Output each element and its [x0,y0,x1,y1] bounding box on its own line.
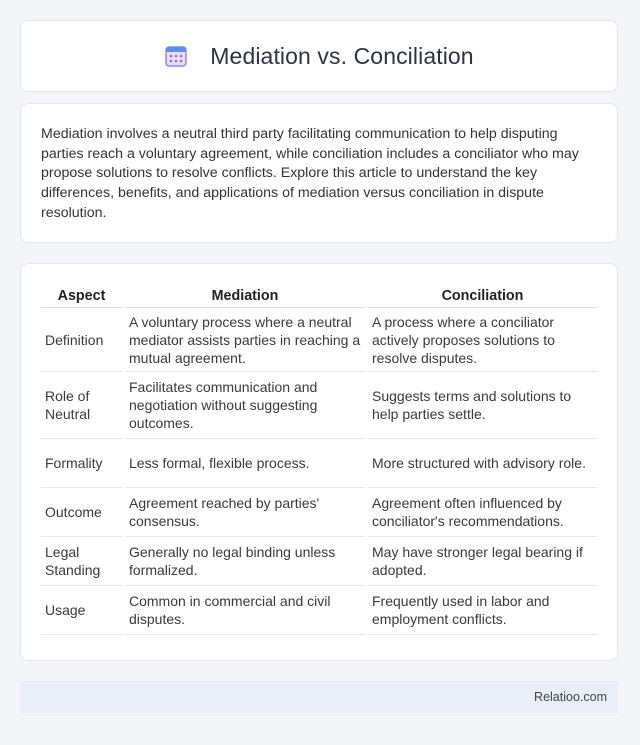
row-conciliation: A process where a conciliator actively proposes solutions to resolve disputes. [368,308,597,372]
table-header-row [41,284,597,308]
row-mediation: Generally no legal binding unless formalized. [125,537,365,586]
table-row [41,537,597,586]
intro-text: Mediation involves a neutral third party facilitating communication to help disputing parties reach a voluntary agreement, while conciliation includes a conciliator who may propose solutions to resolve conflicts. Explore this article to understand the key differences, benefits, and applications of mediation versus conciliation in dispute resolution. [41,126,579,221]
row-mediation: Facilitates communication and negotiation without suggesting outcomes. [125,372,365,439]
comparison-card [20,263,618,661]
row-aspect: Usage [41,586,122,635]
table-row [41,488,597,537]
row-mediation: Agreement reached by parties' consensus. [125,488,365,537]
row-conciliation: Frequently used in labor and employment conflicts. [368,586,597,635]
row-mediation: Less formal, flexible process. [125,439,365,488]
intro-card [20,103,618,243]
row-aspect: Formality [41,439,122,488]
row-conciliation: Agreement often influenced by conciliator's recommendations. [368,488,597,537]
row-conciliation: Suggests terms and solutions to help parties settle. [368,372,597,439]
row-aspect: Legal Standing [41,537,122,586]
header-mediation: Mediation [125,284,365,308]
header-conciliation: Conciliation [368,284,597,308]
page-title: Mediation vs. Conciliation [210,42,474,69]
row-aspect: Definition [41,308,122,372]
row-aspect: Role of Neutral [41,372,122,439]
row-mediation: A voluntary process where a neutral mediator assists parties in reaching a mutual agreement. [125,308,365,372]
calendar-icon [164,44,188,68]
row-mediation: Common in commercial and civil disputes. [125,586,365,635]
title-card [20,20,618,92]
row-conciliation: More structured with advisory role. [368,439,597,488]
header-aspect: Aspect [41,284,122,308]
table-row [41,586,597,635]
row-aspect: Outcome [41,488,122,537]
comparison-table [38,284,600,635]
footer-brand: Relatioo.com [534,690,607,704]
table-row [41,372,597,439]
table-row [41,439,597,488]
table-row [41,308,597,372]
footer [20,681,618,713]
row-conciliation: May have stronger legal bearing if adopted. [368,537,597,586]
